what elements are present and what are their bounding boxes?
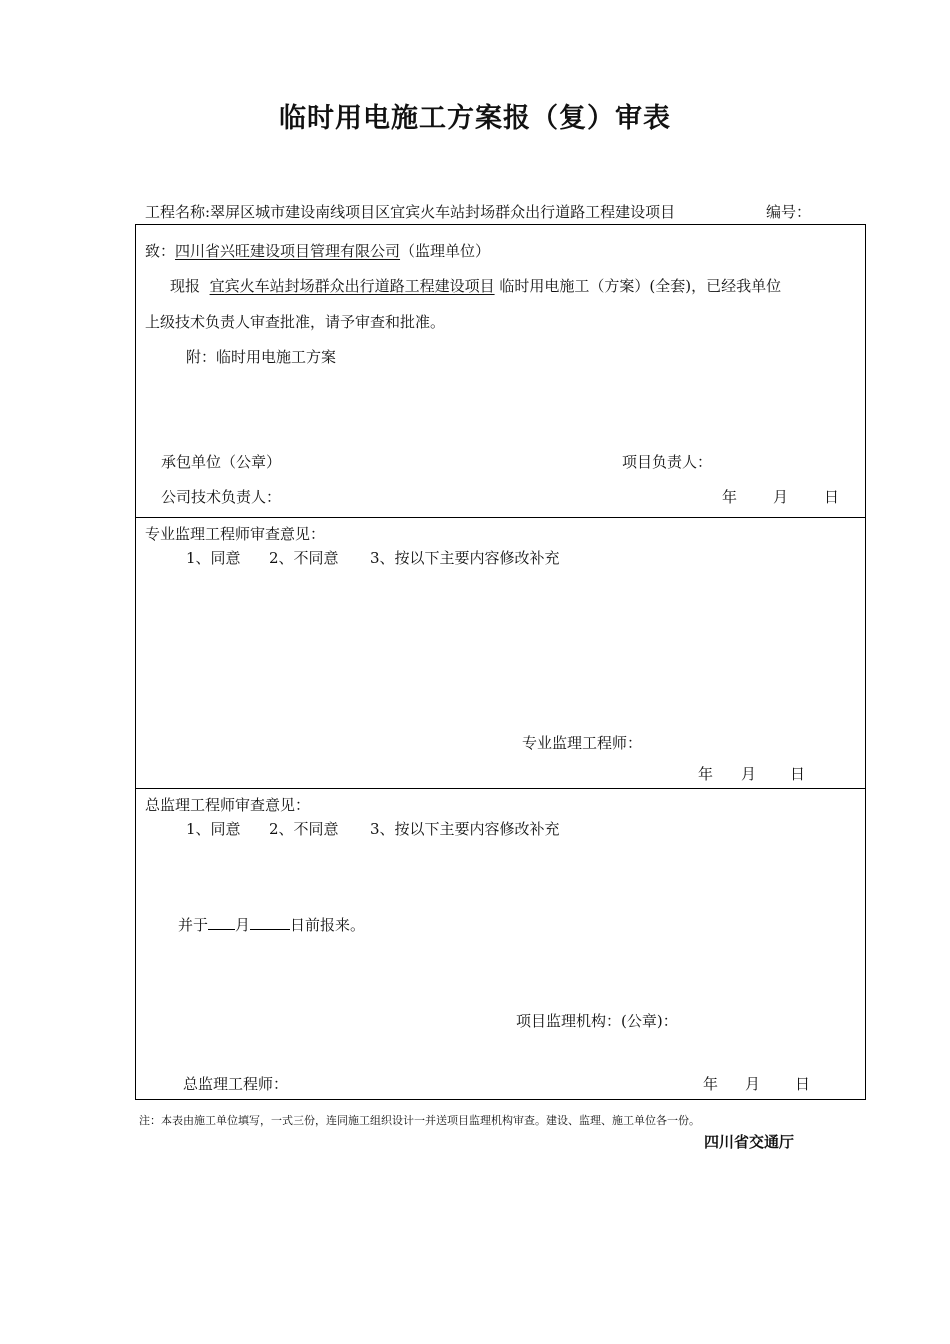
date-day: 日 [795,1075,811,1093]
engineer-review-heading: 专业监理工程师审查意见： [145,525,326,543]
option-revise: 3、按以下主要内容修改补充 [370,820,560,838]
report-line-2: 上级技术负责人审查批准，请予审查和批准。 [145,313,446,331]
project-name: 翠屏区城市建设南线项目区宜宾火车站封场群众出行道路工程建设项目 [210,203,676,221]
page-title: 临时用电施工方案报（复）审表 [279,103,671,134]
supervision-company: 四川省兴旺建设项目管理有限公司 [175,242,401,260]
option-revise: 3、按以下主要内容修改补充 [370,549,560,567]
section-divider [136,788,865,789]
deadline-line [178,914,365,935]
day-blank [250,915,290,930]
date-year: 年 [722,488,738,506]
section-divider [136,517,865,518]
chief-engineer-label: 总监理工程师： [183,1075,289,1093]
date-month: 月 [745,1075,761,1093]
project-name-line [145,201,675,222]
tech-lead-label: 公司技术负责人： [161,488,282,506]
supervision-org-seal-label: 项目监理机构：(公章)： [516,1012,678,1030]
deadline-prefix: 并于 [178,916,209,934]
engineer-signature-label: 专业监理工程师： [522,734,643,752]
number-label: 编号： [766,203,812,221]
addressee-suffix: （监理单位） [400,242,491,260]
footer-note: 注：本表由施工单位填写，一式三份，连同施工组织设计一并送项目监理机构审查。建设、监理、施工单位各一份。 [139,1114,700,1127]
report-project: 宜宾火车站封场群众出行道路工程建设项目 [209,277,495,295]
addressee-prefix: 致： [145,242,176,260]
date-day: 日 [824,488,840,506]
report-suffix: 临时用电施工（方案）(全套)，已经我单位 [499,277,782,295]
attachment-note: 附：临时用电施工方案 [186,348,337,366]
date-year: 年 [698,765,714,783]
project-label: 工程名称: [145,203,211,221]
date-month: 月 [773,488,789,506]
deadline-suffix: 日前报来。 [290,916,366,934]
option-agree: 1、同意 [186,820,241,838]
month-blank [208,915,235,930]
report-line [170,275,781,296]
contractor-seal-label: 承包单位（公章） [161,453,282,471]
report-prefix: 现报 [170,277,201,295]
date-year: 年 [703,1075,719,1093]
deadline-month: 月 [235,916,251,934]
option-disagree: 2、不同意 [269,820,339,838]
addressee-line [145,240,490,261]
issuing-authority: 四川省交通厅 [704,1133,795,1151]
project-manager-label: 项目负责人： [622,453,713,471]
date-day: 日 [790,765,806,783]
option-agree: 1、同意 [186,549,241,567]
date-month: 月 [741,765,757,783]
option-disagree: 2、不同意 [269,549,339,567]
chief-review-heading: 总监理工程师审查意见： [145,796,311,814]
